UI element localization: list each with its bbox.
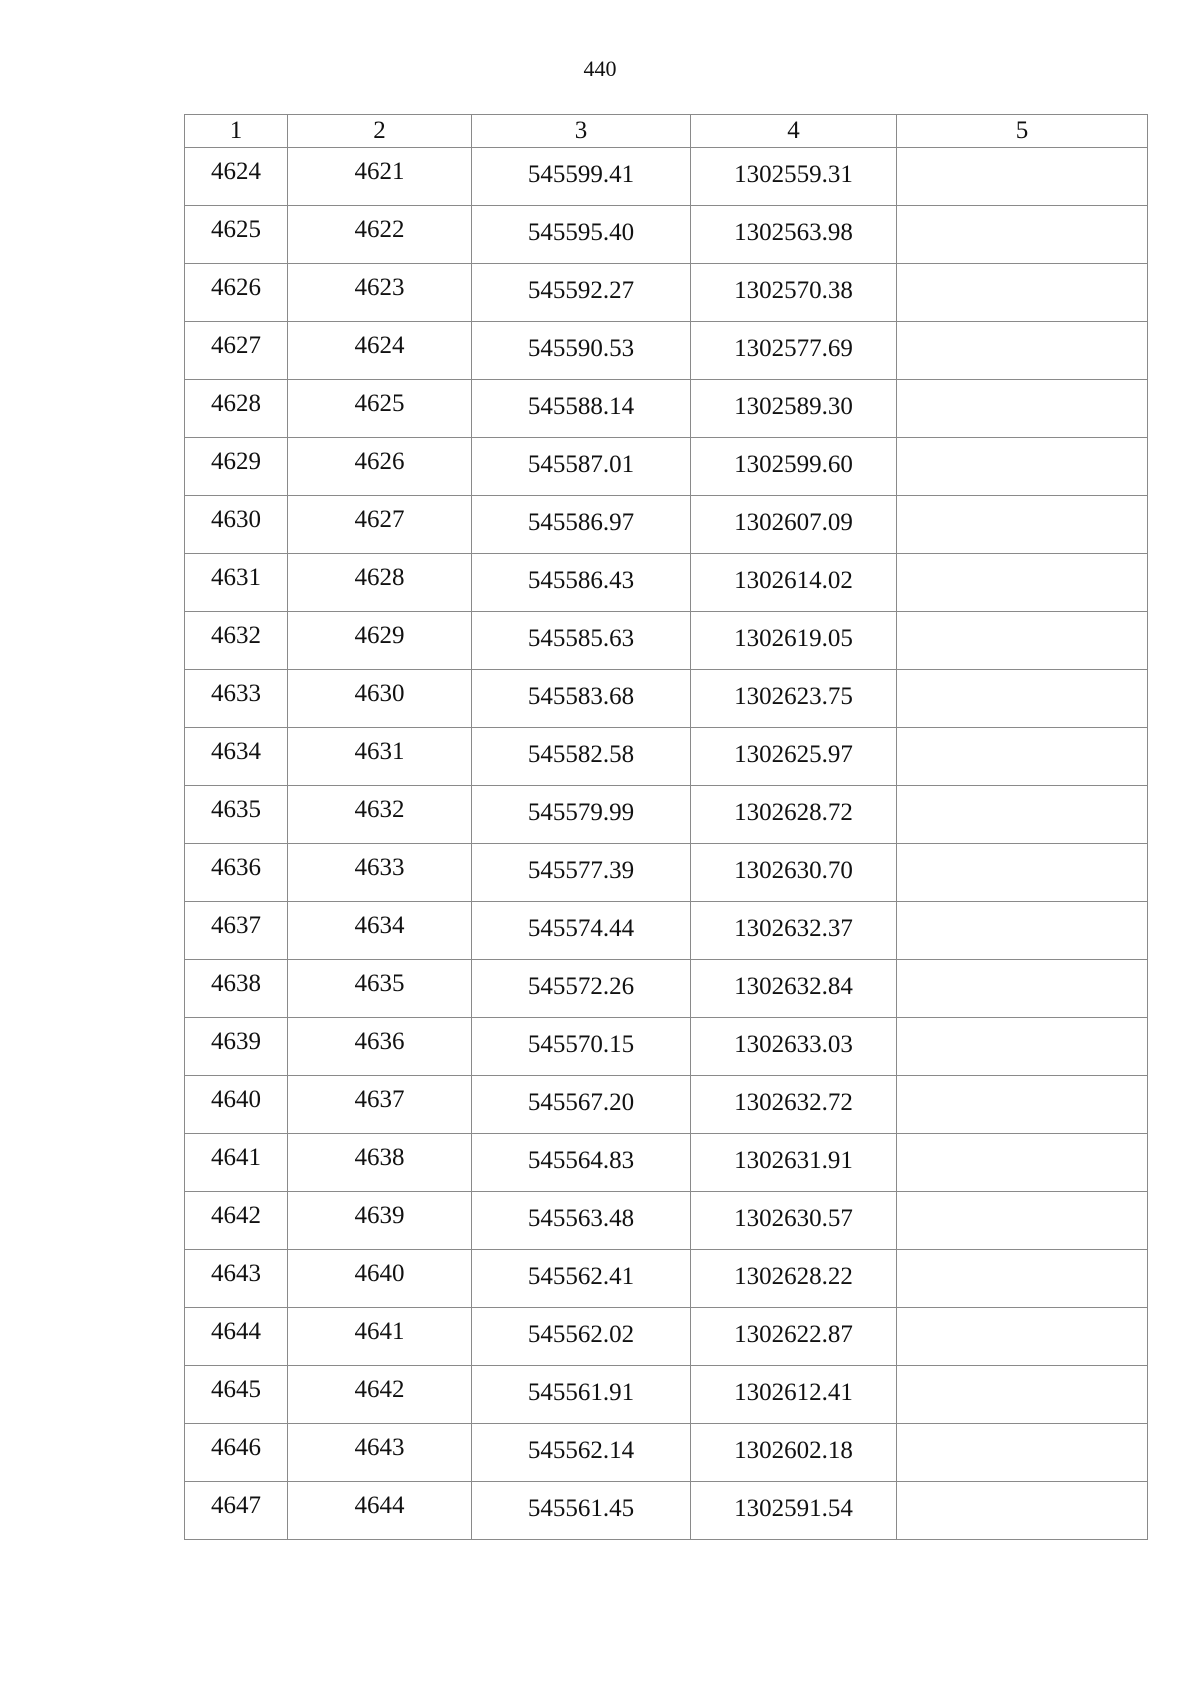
note-cell bbox=[897, 1076, 1148, 1134]
y-coordinate-cell: 1302591.54 bbox=[691, 1482, 897, 1540]
point-number-cell: 4624 bbox=[185, 148, 288, 206]
x-coordinate-cell: 545570.15 bbox=[472, 1018, 691, 1076]
ref-number-cell: 4631 bbox=[288, 728, 472, 786]
table-row bbox=[185, 1134, 1148, 1192]
note-cell bbox=[897, 728, 1148, 786]
ref-number-cell: 4644 bbox=[288, 1482, 472, 1540]
ref-number-cell: 4627 bbox=[288, 496, 472, 554]
ref-number-cell: 4629 bbox=[288, 612, 472, 670]
x-coordinate-cell: 545562.02 bbox=[472, 1308, 691, 1366]
ref-number-cell: 4622 bbox=[288, 206, 472, 264]
y-coordinate-cell: 1302630.57 bbox=[691, 1192, 897, 1250]
table-row bbox=[185, 554, 1148, 612]
point-number-cell: 4631 bbox=[185, 554, 288, 612]
x-coordinate-cell: 545564.83 bbox=[472, 1134, 691, 1192]
point-number-cell: 4640 bbox=[185, 1076, 288, 1134]
x-coordinate-cell: 545572.26 bbox=[472, 960, 691, 1018]
x-coordinate-cell: 545585.63 bbox=[472, 612, 691, 670]
note-cell bbox=[897, 322, 1148, 380]
ref-number-cell: 4640 bbox=[288, 1250, 472, 1308]
point-number-cell: 4638 bbox=[185, 960, 288, 1018]
point-number-cell: 4630 bbox=[185, 496, 288, 554]
y-coordinate-cell: 1302632.84 bbox=[691, 960, 897, 1018]
table-row bbox=[185, 1308, 1148, 1366]
y-coordinate-cell: 1302625.97 bbox=[691, 728, 897, 786]
x-coordinate-cell: 545599.41 bbox=[472, 148, 691, 206]
note-cell bbox=[897, 1366, 1148, 1424]
point-number-cell: 4646 bbox=[185, 1424, 288, 1482]
y-coordinate-cell: 1302577.69 bbox=[691, 322, 897, 380]
note-cell bbox=[897, 554, 1148, 612]
y-coordinate-cell: 1302570.38 bbox=[691, 264, 897, 322]
point-number-cell: 4626 bbox=[185, 264, 288, 322]
y-coordinate-cell: 1302607.09 bbox=[691, 496, 897, 554]
point-number-cell: 4627 bbox=[185, 322, 288, 380]
y-coordinate-cell: 1302563.98 bbox=[691, 206, 897, 264]
table-row bbox=[185, 670, 1148, 728]
table-row bbox=[185, 1076, 1148, 1134]
coordinates-table bbox=[184, 114, 1148, 1540]
ref-number-cell: 4639 bbox=[288, 1192, 472, 1250]
note-cell bbox=[897, 148, 1148, 206]
table-row bbox=[185, 206, 1148, 264]
note-cell bbox=[897, 612, 1148, 670]
table-row bbox=[185, 1366, 1148, 1424]
x-coordinate-cell: 545577.39 bbox=[472, 844, 691, 902]
x-coordinate-cell: 545562.41 bbox=[472, 1250, 691, 1308]
table-row bbox=[185, 380, 1148, 438]
point-number-cell: 4637 bbox=[185, 902, 288, 960]
point-number-cell: 4629 bbox=[185, 438, 288, 496]
ref-number-cell: 4632 bbox=[288, 786, 472, 844]
note-cell bbox=[897, 902, 1148, 960]
table-header bbox=[185, 115, 1148, 148]
note-cell bbox=[897, 264, 1148, 322]
note-cell bbox=[897, 1482, 1148, 1540]
note-cell bbox=[897, 1018, 1148, 1076]
point-number-cell: 4636 bbox=[185, 844, 288, 902]
column-header-2: 2 bbox=[288, 115, 472, 148]
table-row bbox=[185, 148, 1148, 206]
table-row bbox=[185, 1192, 1148, 1250]
point-number-cell: 4625 bbox=[185, 206, 288, 264]
point-number-cell: 4643 bbox=[185, 1250, 288, 1308]
point-number-cell: 4639 bbox=[185, 1018, 288, 1076]
y-coordinate-cell: 1302632.72 bbox=[691, 1076, 897, 1134]
header-row bbox=[185, 115, 1148, 148]
note-cell bbox=[897, 1134, 1148, 1192]
note-cell bbox=[897, 1424, 1148, 1482]
ref-number-cell: 4630 bbox=[288, 670, 472, 728]
y-coordinate-cell: 1302633.03 bbox=[691, 1018, 897, 1076]
x-coordinate-cell: 545579.99 bbox=[472, 786, 691, 844]
point-number-cell: 4635 bbox=[185, 786, 288, 844]
x-coordinate-cell: 545583.68 bbox=[472, 670, 691, 728]
y-coordinate-cell: 1302602.18 bbox=[691, 1424, 897, 1482]
point-number-cell: 4632 bbox=[185, 612, 288, 670]
ref-number-cell: 4642 bbox=[288, 1366, 472, 1424]
table-row bbox=[185, 438, 1148, 496]
x-coordinate-cell: 545590.53 bbox=[472, 322, 691, 380]
x-coordinate-cell: 545586.97 bbox=[472, 496, 691, 554]
column-header-3: 3 bbox=[472, 115, 691, 148]
point-number-cell: 4645 bbox=[185, 1366, 288, 1424]
point-number-cell: 4628 bbox=[185, 380, 288, 438]
x-coordinate-cell: 545587.01 bbox=[472, 438, 691, 496]
note-cell bbox=[897, 960, 1148, 1018]
y-coordinate-cell: 1302622.87 bbox=[691, 1308, 897, 1366]
y-coordinate-cell: 1302631.91 bbox=[691, 1134, 897, 1192]
point-number-cell: 4641 bbox=[185, 1134, 288, 1192]
y-coordinate-cell: 1302612.41 bbox=[691, 1366, 897, 1424]
point-number-cell: 4634 bbox=[185, 728, 288, 786]
point-number-cell: 4633 bbox=[185, 670, 288, 728]
x-coordinate-cell: 545588.14 bbox=[472, 380, 691, 438]
column-header-1: 1 bbox=[185, 115, 288, 148]
point-number-cell: 4647 bbox=[185, 1482, 288, 1540]
column-header-4: 4 bbox=[691, 115, 897, 148]
table-row bbox=[185, 1018, 1148, 1076]
ref-number-cell: 4643 bbox=[288, 1424, 472, 1482]
y-coordinate-cell: 1302628.72 bbox=[691, 786, 897, 844]
x-coordinate-cell: 545586.43 bbox=[472, 554, 691, 612]
table-row bbox=[185, 264, 1148, 322]
note-cell bbox=[897, 1250, 1148, 1308]
x-coordinate-cell: 545592.27 bbox=[472, 264, 691, 322]
point-number-cell: 4644 bbox=[185, 1308, 288, 1366]
table-row bbox=[185, 902, 1148, 960]
page-number: 440 bbox=[583, 56, 617, 81]
note-cell bbox=[897, 438, 1148, 496]
table-row bbox=[185, 1424, 1148, 1482]
x-coordinate-cell: 545595.40 bbox=[472, 206, 691, 264]
column-header-5: 5 bbox=[897, 115, 1148, 148]
y-coordinate-cell: 1302628.22 bbox=[691, 1250, 897, 1308]
note-cell bbox=[897, 1192, 1148, 1250]
x-coordinate-cell: 545582.58 bbox=[472, 728, 691, 786]
ref-number-cell: 4635 bbox=[288, 960, 472, 1018]
ref-number-cell: 4621 bbox=[288, 148, 472, 206]
y-coordinate-cell: 1302589.30 bbox=[691, 380, 897, 438]
table-row bbox=[185, 728, 1148, 786]
table-row bbox=[185, 844, 1148, 902]
point-number-cell: 4642 bbox=[185, 1192, 288, 1250]
ref-number-cell: 4628 bbox=[288, 554, 472, 612]
ref-number-cell: 4623 bbox=[288, 264, 472, 322]
x-coordinate-cell: 545561.45 bbox=[472, 1482, 691, 1540]
note-cell bbox=[897, 206, 1148, 264]
x-coordinate-cell: 545562.14 bbox=[472, 1424, 691, 1482]
table-row bbox=[185, 786, 1148, 844]
ref-number-cell: 4626 bbox=[288, 438, 472, 496]
ref-number-cell: 4636 bbox=[288, 1018, 472, 1076]
table-row bbox=[185, 496, 1148, 554]
y-coordinate-cell: 1302559.31 bbox=[691, 148, 897, 206]
x-coordinate-cell: 545561.91 bbox=[472, 1366, 691, 1424]
y-coordinate-cell: 1302632.37 bbox=[691, 902, 897, 960]
ref-number-cell: 4638 bbox=[288, 1134, 472, 1192]
ref-number-cell: 4637 bbox=[288, 1076, 472, 1134]
x-coordinate-cell: 545574.44 bbox=[472, 902, 691, 960]
table-row bbox=[185, 322, 1148, 380]
ref-number-cell: 4624 bbox=[288, 322, 472, 380]
x-coordinate-cell: 545563.48 bbox=[472, 1192, 691, 1250]
y-coordinate-cell: 1302614.02 bbox=[691, 554, 897, 612]
y-coordinate-cell: 1302619.05 bbox=[691, 612, 897, 670]
x-coordinate-cell: 545567.20 bbox=[472, 1076, 691, 1134]
table-row bbox=[185, 1482, 1148, 1540]
note-cell bbox=[897, 496, 1148, 554]
y-coordinate-cell: 1302630.70 bbox=[691, 844, 897, 902]
note-cell bbox=[897, 380, 1148, 438]
ref-number-cell: 4625 bbox=[288, 380, 472, 438]
ref-number-cell: 4634 bbox=[288, 902, 472, 960]
note-cell bbox=[897, 1308, 1148, 1366]
table-body bbox=[185, 148, 1148, 1540]
note-cell bbox=[897, 786, 1148, 844]
note-cell bbox=[897, 844, 1148, 902]
note-cell bbox=[897, 670, 1148, 728]
table-row bbox=[185, 612, 1148, 670]
y-coordinate-cell: 1302599.60 bbox=[691, 438, 897, 496]
ref-number-cell: 4641 bbox=[288, 1308, 472, 1366]
y-coordinate-cell: 1302623.75 bbox=[691, 670, 897, 728]
table-row bbox=[185, 1250, 1148, 1308]
ref-number-cell: 4633 bbox=[288, 844, 472, 902]
table-row bbox=[185, 960, 1148, 1018]
